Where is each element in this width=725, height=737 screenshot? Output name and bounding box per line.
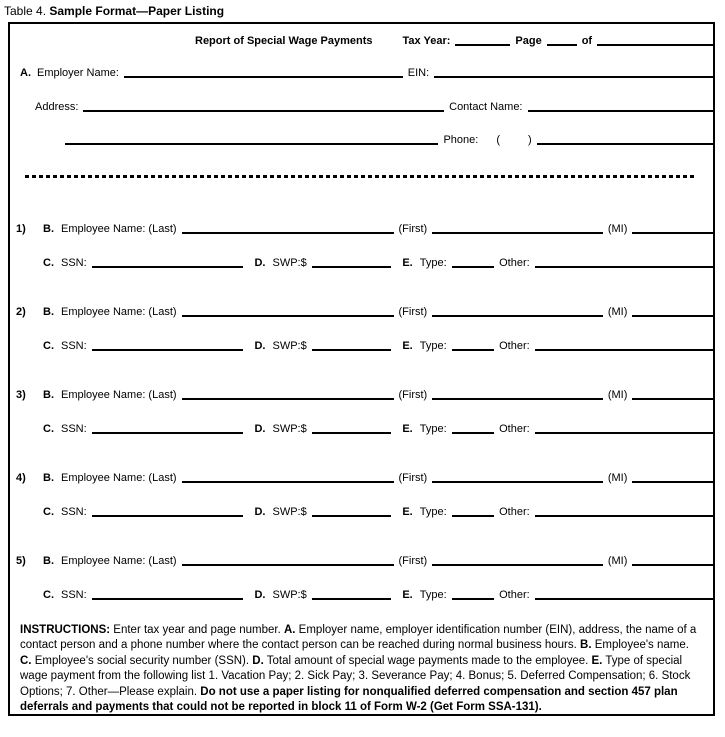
instructions-letter-a: A.: [283, 624, 296, 636]
ein-label: EIN:: [407, 67, 430, 79]
first-name-blank: [432, 563, 603, 566]
tax-year-label: Tax Year:: [402, 35, 451, 47]
instructions-seg5: Total amount of special wage payments made to the employee.: [263, 654, 592, 667]
entry-number: 4): [16, 472, 26, 484]
item-letter-b: B.: [43, 223, 54, 235]
instructions-letter-d: D.: [252, 654, 264, 667]
last-name-blank: [182, 314, 394, 317]
other-blank: [535, 514, 713, 517]
ssn-label: SSN:: [61, 257, 87, 269]
swp-label: SWP:$: [272, 257, 307, 269]
item-letter-c: C.: [43, 589, 54, 601]
mi-blank: [632, 231, 713, 234]
employee-entry: [10, 471, 713, 519]
other-blank: [535, 348, 713, 351]
mi-label: (MI): [607, 223, 628, 235]
other-blank: [535, 431, 713, 434]
item-letter-a: A.: [20, 67, 31, 79]
employer-name-row: [10, 66, 713, 80]
instructions-letter-e: E.: [591, 654, 603, 667]
item-letter-d: D.: [254, 423, 266, 435]
first-name-blank: [432, 480, 603, 483]
instructions-seg1: Enter tax year and page number.: [110, 624, 284, 636]
item-letter-e: E.: [402, 423, 413, 435]
swp-amount-blank: [312, 348, 392, 351]
other-blank: [535, 265, 713, 268]
employer-phone-row: [10, 133, 713, 147]
first-name-label: (First): [398, 306, 428, 318]
instructions-seg6: Type of special wage payment from the following list 1. Vacation Pay; 2. Sick Pay; 3. Severance Pay; 4. Bonus; 5. Deferred Compensation; 6. Stock Options; 7. Other—Please explain.: [20, 654, 691, 698]
address-line2-blank: [65, 142, 438, 145]
type-blank: [452, 348, 494, 351]
swp-amount-blank: [312, 597, 392, 600]
phone-label: Phone:: [443, 134, 479, 146]
type-label: Type:: [419, 589, 447, 601]
item-letter-e: E.: [402, 257, 413, 269]
phone-paren-close: ): [527, 134, 532, 146]
employer-name-label: Employer Name:: [37, 67, 119, 79]
employee-ssn-row: [10, 256, 713, 270]
item-letter-b: B.: [43, 555, 54, 567]
ssn-label: SSN:: [61, 423, 87, 435]
employee-name-row: [10, 222, 713, 236]
phone-paren-open: (: [496, 134, 500, 146]
other-label: Other:: [499, 423, 530, 435]
first-name-label: (First): [398, 389, 428, 401]
swp-label: SWP:$: [272, 423, 307, 435]
employee-name-row: [10, 554, 713, 568]
contact-name-label: Contact Name:: [449, 101, 523, 113]
employee-entry: [10, 388, 713, 436]
entry-number: 3): [16, 389, 26, 401]
table-caption-title: Sample Format—Paper Listing: [49, 4, 225, 18]
instructions-block: [20, 623, 703, 715]
employee-name-label: Employee Name: (Last): [61, 555, 177, 567]
dotted-separator: [25, 175, 695, 178]
page-number-blank: [547, 43, 577, 46]
item-letter-d: D.: [254, 506, 266, 518]
tax-year-blank: [455, 43, 510, 46]
item-letter-e: E.: [402, 506, 413, 518]
type-label: Type:: [419, 340, 447, 352]
first-name-label: (First): [398, 223, 428, 235]
employee-ssn-row: [10, 339, 713, 353]
employee-ssn-row: [10, 588, 713, 602]
mi-blank: [632, 397, 713, 400]
mi-label: (MI): [607, 389, 628, 401]
other-label: Other:: [499, 506, 530, 518]
swp-amount-blank: [312, 265, 392, 268]
item-letter-d: D.: [254, 257, 266, 269]
form-header-row: [10, 34, 713, 48]
employee-entry: [10, 554, 713, 602]
mi-blank: [632, 563, 713, 566]
table-caption: [4, 4, 725, 18]
employee-name-label: Employee Name: (Last): [61, 306, 177, 318]
mi-label: (MI): [607, 306, 628, 318]
ssn-label: SSN:: [61, 340, 87, 352]
swp-label: SWP:$: [272, 340, 307, 352]
instructions-letter-c: C.: [20, 654, 32, 667]
employer-address-row: [10, 100, 713, 114]
last-name-blank: [182, 397, 394, 400]
type-label: Type:: [419, 257, 447, 269]
employee-name-label: Employee Name: (Last): [61, 389, 177, 401]
ssn-blank: [92, 431, 244, 434]
employee-ssn-row: [10, 505, 713, 519]
employee-entry: [10, 222, 713, 270]
item-letter-b: B.: [43, 306, 54, 318]
mi-blank: [632, 480, 713, 483]
swp-amount-blank: [312, 431, 392, 434]
item-letter-c: C.: [43, 340, 54, 352]
ssn-label: SSN:: [61, 506, 87, 518]
swp-label: SWP:$: [272, 589, 307, 601]
instructions-seg4: Employee's social security number (SSN).: [31, 654, 253, 667]
address-label: Address:: [35, 101, 79, 113]
page-total-blank: [597, 43, 713, 46]
entry-number: 1): [16, 223, 26, 235]
page-label: Page: [515, 35, 542, 47]
other-label: Other:: [499, 340, 530, 352]
instructions-bold-warning: Do not use a paper listing for nonqualified deferred compensation and section 457 plan deferrals and payments that could not be reported in block 11 of Form W-2 (Get Form SSA-131).: [20, 685, 678, 714]
first-name-label: (First): [398, 555, 428, 567]
item-letter-c: C.: [43, 506, 54, 518]
mi-blank: [632, 314, 713, 317]
employee-name-label: Employee Name: (Last): [61, 472, 177, 484]
ssn-blank: [92, 514, 244, 517]
entry-number: 2): [16, 306, 26, 318]
other-label: Other:: [499, 257, 530, 269]
first-name-blank: [432, 231, 603, 234]
employee-name-row: [10, 388, 713, 402]
ssn-blank: [92, 265, 244, 268]
item-letter-e: E.: [402, 589, 413, 601]
swp-label: SWP:$: [272, 506, 307, 518]
employer-name-blank: [124, 75, 403, 78]
first-name-blank: [432, 397, 603, 400]
ssn-label: SSN:: [61, 589, 87, 601]
other-blank: [535, 597, 713, 600]
entry-number: 5): [16, 555, 26, 567]
other-label: Other:: [499, 589, 530, 601]
ssn-blank: [92, 597, 244, 600]
employee-name-row: [10, 471, 713, 485]
item-letter-c: C.: [43, 257, 54, 269]
swp-amount-blank: [312, 514, 392, 517]
ssn-blank: [92, 348, 244, 351]
contact-name-blank: [528, 109, 714, 112]
type-blank: [452, 597, 494, 600]
item-letter-c: C.: [43, 423, 54, 435]
type-label: Type:: [419, 423, 447, 435]
employee-entry: [10, 305, 713, 353]
first-name-blank: [432, 314, 603, 317]
last-name-blank: [182, 480, 394, 483]
last-name-blank: [182, 231, 394, 234]
instructions-seg2: Employer name, employer identification number (EIN), address, the name of a contact person and a phone number where the contact person can be reached during normal business hours.: [20, 624, 697, 652]
mi-label: (MI): [607, 555, 628, 567]
item-letter-d: D.: [254, 589, 266, 601]
type-blank: [452, 431, 494, 434]
item-letter-d: D.: [254, 340, 266, 352]
instructions-heading: INSTRUCTIONS:: [20, 624, 111, 636]
of-label: of: [581, 35, 593, 47]
type-label: Type:: [419, 506, 447, 518]
address-blank: [83, 109, 444, 112]
mi-label: (MI): [607, 472, 628, 484]
type-blank: [452, 514, 494, 517]
item-letter-e: E.: [402, 340, 413, 352]
item-letter-b: B.: [43, 472, 54, 484]
last-name-blank: [182, 563, 394, 566]
employee-name-label: Employee Name: (Last): [61, 223, 177, 235]
type-blank: [452, 265, 494, 268]
report-form-box: [8, 22, 715, 716]
first-name-label: (First): [398, 472, 428, 484]
instructions-seg3: Employee's name.: [591, 639, 689, 652]
item-letter-b: B.: [43, 389, 54, 401]
employee-name-row: [10, 305, 713, 319]
table-caption-prefix: Table 4.: [4, 4, 50, 18]
employee-ssn-row: [10, 422, 713, 436]
form-title: Report of Special Wage Payments: [195, 35, 373, 47]
entries-list: [10, 222, 713, 602]
phone-number-blank: [537, 142, 713, 145]
ein-blank: [434, 75, 713, 78]
instructions-letter-b: B.: [580, 639, 592, 652]
